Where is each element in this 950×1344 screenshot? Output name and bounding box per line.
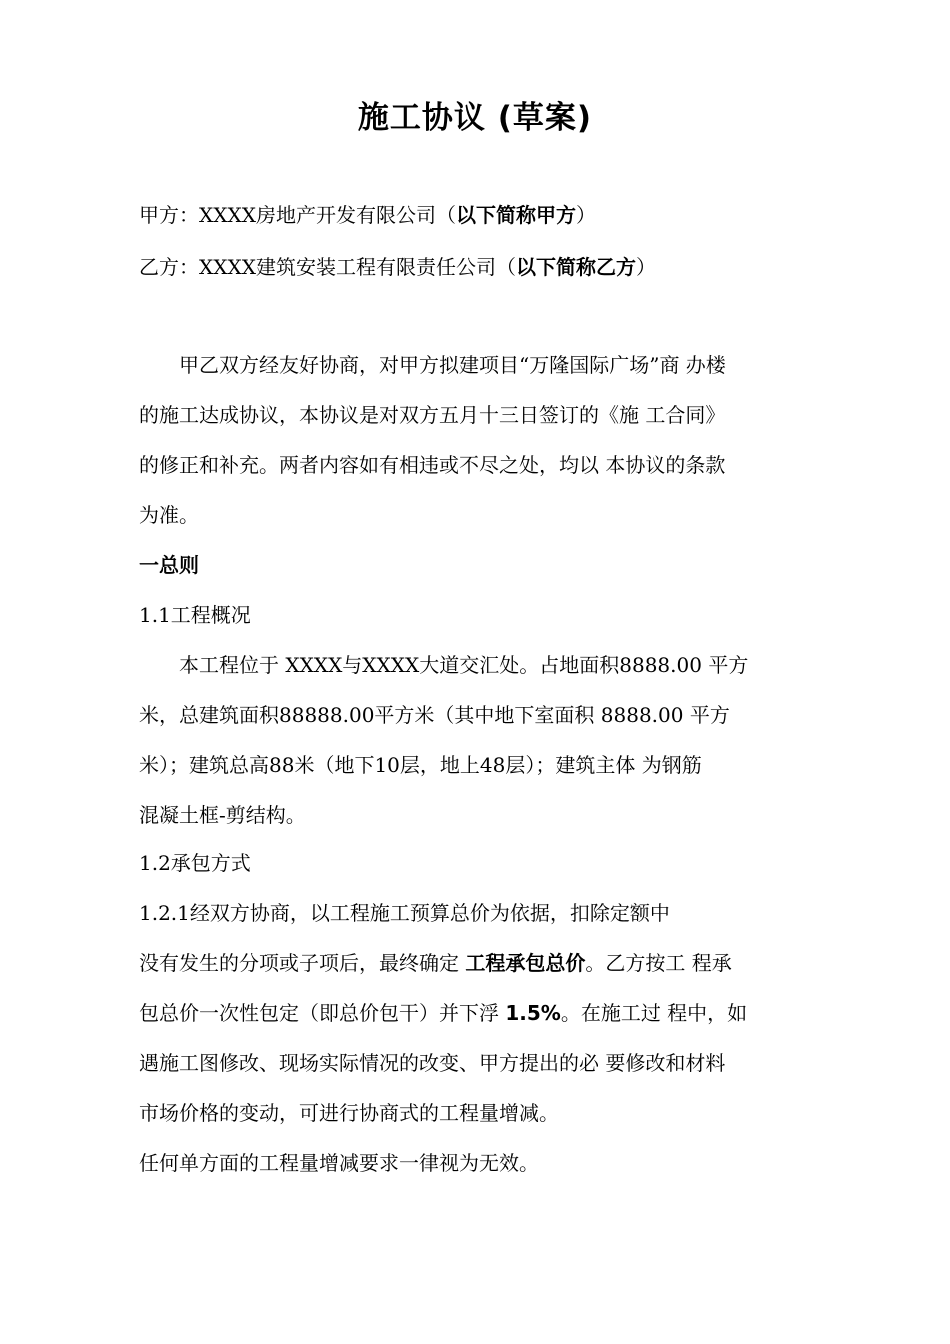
discount-rate: 1.5%: [505, 1001, 561, 1025]
party-a-alias: 以下简称甲方: [455, 203, 576, 227]
clause-1-2-1-first-line: 1.2.1经双方协商，以工程施工预算总价为依据，扣除定额中: [139, 901, 670, 925]
clause-text: 包总价一次性包定（即总价包干）并下浮: [139, 1001, 506, 1025]
clause-text: 。乙方按工 程承: [585, 951, 732, 975]
party-b-line: [139, 254, 656, 280]
section-1-2-heading: 1.2承包方式: [139, 851, 251, 875]
section-1-heading: 一总则: [139, 553, 199, 577]
party-a-suffix: ）: [575, 203, 596, 227]
party-a-line: [139, 202, 596, 228]
project-overview-paragraph: [139, 640, 815, 840]
clause-1-2-1-line-2: [139, 950, 732, 976]
section-1-1-heading: 1.1工程概况: [139, 603, 251, 627]
closing-line: 任何单方面的工程量增减要求一律视为无效。: [139, 1151, 539, 1175]
party-a-text: 甲方：XXXX房地产开发有限公司（: [139, 203, 456, 227]
overview-line: 米）；建筑总高88米（地下10层，地上48层）；建筑主体 为钢筋: [139, 753, 702, 777]
intro-line: 为准。: [139, 503, 199, 527]
overview-line: 本工程位于 XXXX与XXXX大道交汇处。占地面积8888.00 平方: [139, 653, 749, 677]
intro-line: 甲乙双方经友好协商，对甲方拟建项目“万隆国际广场”商 办楼: [139, 353, 726, 377]
clause-1-2-1-line-3: [139, 1000, 747, 1026]
party-b-suffix: ）: [635, 255, 656, 279]
party-b-alias: 以下简称乙方: [515, 255, 636, 279]
intro-paragraph: [139, 340, 815, 540]
intro-line: 的修正和补充。两者内容如有相违或不尽之处，均以 本协议的条款: [139, 453, 726, 477]
party-b-text: 乙方：XXXX建筑安装工程有限责任公司（: [139, 255, 516, 279]
clause-1-2-1-line-5: 市场价格的变动，可进行协商式的工程量增减。: [139, 1101, 559, 1125]
overview-line: 米，总建筑面积88888.00平方米（其中地下室面积 8888.00 平方: [139, 703, 730, 727]
clause-text: 没有发生的分项或子项后，最终确定: [139, 951, 466, 975]
overview-line: 混凝土框-剪结构。: [139, 803, 306, 827]
clause-text: 。在施工过 程中，如: [560, 1001, 748, 1025]
clause-1-2-1-line-4: 遇施工图修改、现场实际情况的改变、甲方提出的必 要修改和材料: [139, 1051, 726, 1075]
total-contract-price-term: 工程承包总价: [465, 951, 586, 975]
document-title: 施工协议 (草案): [357, 100, 593, 136]
intro-line: 的施工达成协议，本协议是对双方五月十三日签订的《施 工合同》: [139, 403, 726, 427]
